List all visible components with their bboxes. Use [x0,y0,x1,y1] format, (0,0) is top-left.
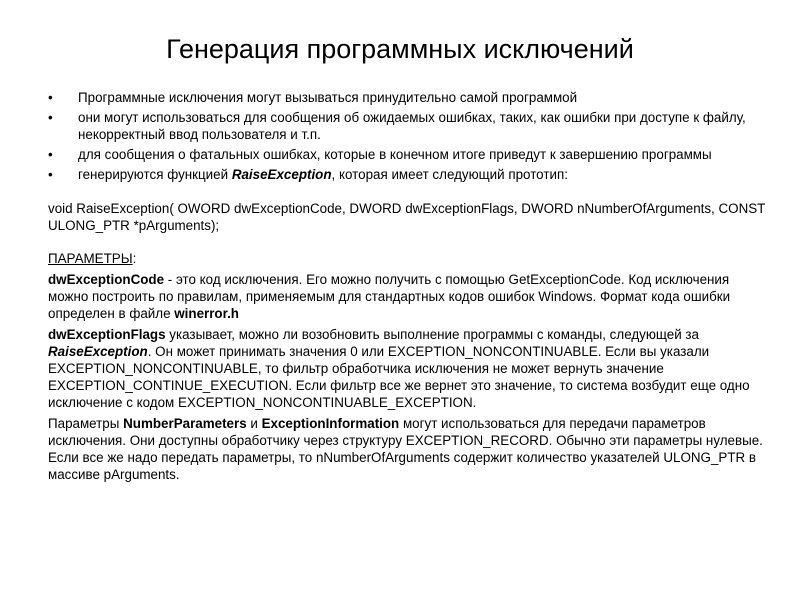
bullet-text-lead: генерируются функцией [78,167,232,182]
bullet-text-tail: , которая имеет следующий прототип: [331,167,568,182]
param-exception-flags [48,326,768,411]
slide-title: Генерация программных исключений [166,34,634,64]
param-description: - это код исключения. Его можно получить с помощью GetExceptionCode. Код исключения можно построить по правилам, применяемым для стандартных кодов ошибок Windows. Формат кода ошибки определен в файле [48,272,731,321]
bullet-dot: • [48,110,53,125]
param-name: NumberParameters [123,416,247,431]
params-heading-label: ПАРАМЕТРЫ [48,251,133,266]
bullet-text: они могут использоваться для сообщения об ожидаемых ошибках, таких, как ошибки при доступе к файлу, некорректный ввод пользователя и т.п. [78,110,746,142]
slide-content [48,89,768,487]
param-exception-code [48,271,768,322]
param-name: dwExceptionFlags [48,327,166,342]
param-conjunction: и [246,416,262,431]
param-name: dwExceptionCode [48,272,165,287]
bullet-dot: • [48,147,53,162]
bullet-item [48,89,768,106]
params-heading [48,250,768,267]
bullet-text: для сообщения о фатальных ошибках, которые в конечном итоге приведут к завершению программы [78,147,712,162]
param-description: могут использоваться для передачи параметров исключения. Они доступны обработчику через структуру EXCEPTION_RECORD. Обычно эти параметры нулевые. Если все же надо передать параметры, то nNumberOfArguments содержит количество указателей ULONG_PTR в массиве pArguments. [48,416,763,482]
function-prototype: void RaiseException( OWORD dwExceptionCode, DWORD dwExceptionFlags, DWORD nNumberOfArguments, CONST ULONG_PTR *pArguments); [48,201,766,233]
header-file-name: winerror.h [174,306,239,321]
param-other [48,415,768,483]
bullet-item [48,109,768,143]
bullet-dot: • [48,90,53,105]
function-name: RaiseException [231,167,332,182]
bullet-dot: • [48,167,53,182]
bullet-text: Программные исключения могут вызываться принудительно самой программой [78,90,578,105]
param-name: ExceptionInformation [261,416,400,431]
bullet-item [48,166,768,183]
param-lead: Параметры [48,416,124,431]
param-description: указывает, можно ли возобновить выполнение программы с команды, следующей за [165,327,699,342]
function-name: RaiseException [48,344,148,359]
bullet-item [48,146,768,163]
bullet-list [48,89,768,183]
params-heading-colon: : [132,251,137,266]
param-description-cont: . Он может принимать значения 0 или EXCEPTION_NONCONTINUABLE. Если вы указали EXCEPTION_NONCONTINUABLE, то фильтр обработчика исключения не может вернуть значение EXCEPTION_CONTINUE_EXECUTION. Если фильтр все же вернет это значение, то система возбудит еще одно исключение с кодом EXCEPTION_NONCONTINUABLE_EXCEPTION. [48,344,750,410]
